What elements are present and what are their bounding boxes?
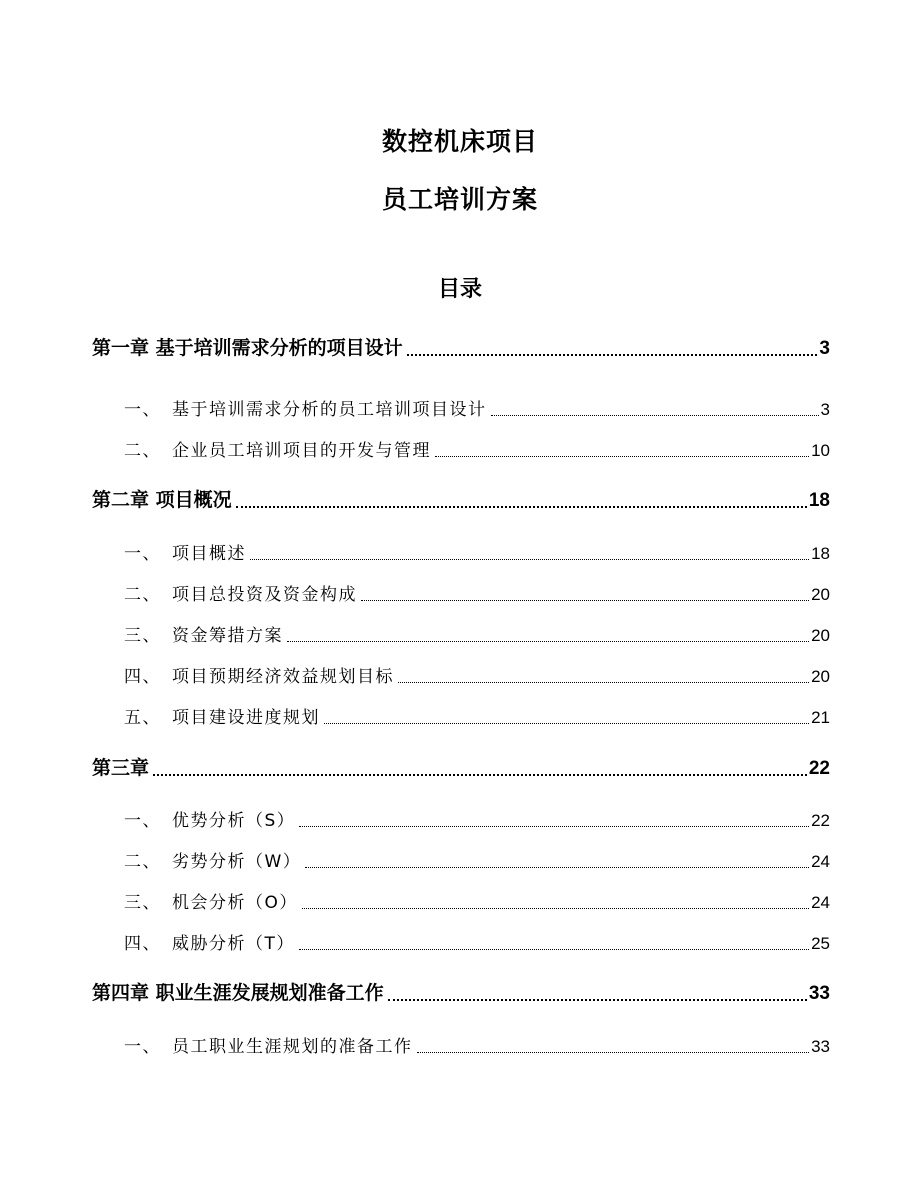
toc-dot-leader [491,415,819,416]
toc-entry-number: 四、 [124,667,161,687]
toc-page-number: 24 [811,893,830,912]
toc-section-entry[interactable] [92,844,830,872]
document-title-line2: 员工培训方案 [381,185,538,214]
toc-page-number: 24 [811,852,830,871]
toc-dot-leader [407,354,818,356]
toc-entry-number: 三、 [124,893,161,913]
toc-chapter-entry[interactable] [92,332,830,360]
toc-entry-number: 四、 [124,934,161,954]
toc-dot-leader [287,641,809,642]
toc-entry-label: 资金筹措方案 [172,626,283,646]
toc-section-entry[interactable] [92,803,830,831]
toc-entry-label: 基于培训需求分析的员工培训项目设计 [172,400,487,420]
toc-section-entry[interactable] [92,885,830,913]
toc-dot-leader [250,559,809,560]
toc-page-number: 3 [819,338,830,359]
toc-page-number: 10 [811,441,830,460]
toc-entry-number: 二、 [124,852,161,872]
toc-section-entry[interactable] [92,536,830,564]
toc-page-number: 33 [808,983,830,1004]
toc-entry-label: 项目建设进度规划 [172,708,320,728]
toc-chapter-entry[interactable] [92,484,830,512]
toc-dot-leader [417,1052,810,1053]
toc-dot-leader [361,600,809,601]
toc-section-entry[interactable] [92,659,830,687]
toc-dot-leader [153,774,807,776]
toc-chapter-entry[interactable] [92,752,830,780]
toc-chapter-entry[interactable] [92,977,830,1005]
toc-entry-label: 企业员工培训项目的开发与管理 [172,441,431,461]
toc-dot-leader [302,908,809,909]
toc-page-number: 18 [811,544,830,563]
toc-entry-label: 第四章 职业生涯发展规划准备工作 [92,982,384,1004]
toc-page-number: 20 [811,667,830,686]
toc-entry-label: 项目预期经济效益规划目标 [172,667,394,687]
toc-section-entry[interactable] [92,618,830,646]
toc-page-number: 20 [811,585,830,604]
toc-entry-label: 项目总投资及资金构成 [172,585,357,605]
toc-heading: 目录 [437,277,482,302]
toc-section-entry[interactable] [92,1029,830,1057]
toc-section-entry[interactable] [92,700,830,728]
toc-dot-leader [324,723,809,724]
toc-dot-leader [299,826,809,827]
toc-dot-leader [299,949,809,950]
toc-section-entry[interactable] [92,577,830,605]
toc-entry-label: 第二章 项目概况 [92,489,232,511]
toc-entry-label: 第一章 基于培训需求分析的项目设计 [92,337,403,359]
toc-dot-leader [236,506,807,508]
toc-entry-label: 威胁分析（T） [172,934,295,954]
toc-entry-number: 二、 [124,441,161,461]
toc-entry-number: 一、 [124,544,161,564]
toc-page-number: 21 [811,708,830,727]
toc-page-number: 18 [808,490,830,511]
toc-entry-number: 一、 [124,400,161,420]
toc-page-number: 22 [808,758,830,779]
toc-dot-leader [435,456,809,457]
toc-page-number: 20 [811,626,830,645]
toc-entry-number: 一、 [124,1037,161,1057]
toc-page-number: 25 [811,934,830,953]
toc-dot-leader [388,999,807,1001]
toc-entry-label: 项目概述 [172,544,246,564]
toc-entry-label: 机会分析（O） [172,893,298,913]
document-title-line1: 数控机床项目 [381,127,538,156]
toc-page-number: 22 [811,811,830,830]
toc-page-number: 3 [820,400,830,419]
toc-section-entry[interactable] [92,392,830,420]
toc-entry-number: 五、 [124,708,161,728]
toc-entry-number: 一、 [124,811,161,831]
toc-page-number: 33 [811,1037,830,1056]
toc-dot-leader [305,867,809,868]
toc-dot-leader [398,682,809,683]
toc-entry-number: 三、 [124,626,161,646]
toc-entry-label: 劣势分析（W） [172,852,302,872]
toc-entry-label: 员工职业生涯规划的准备工作 [172,1037,413,1057]
toc-section-entry[interactable] [92,433,830,461]
toc-section-entry[interactable] [92,926,830,954]
toc-entry-number: 二、 [124,585,161,605]
toc-entry-label: 优势分析（S） [172,811,296,831]
toc-entry-label: 第三章 [92,757,150,779]
